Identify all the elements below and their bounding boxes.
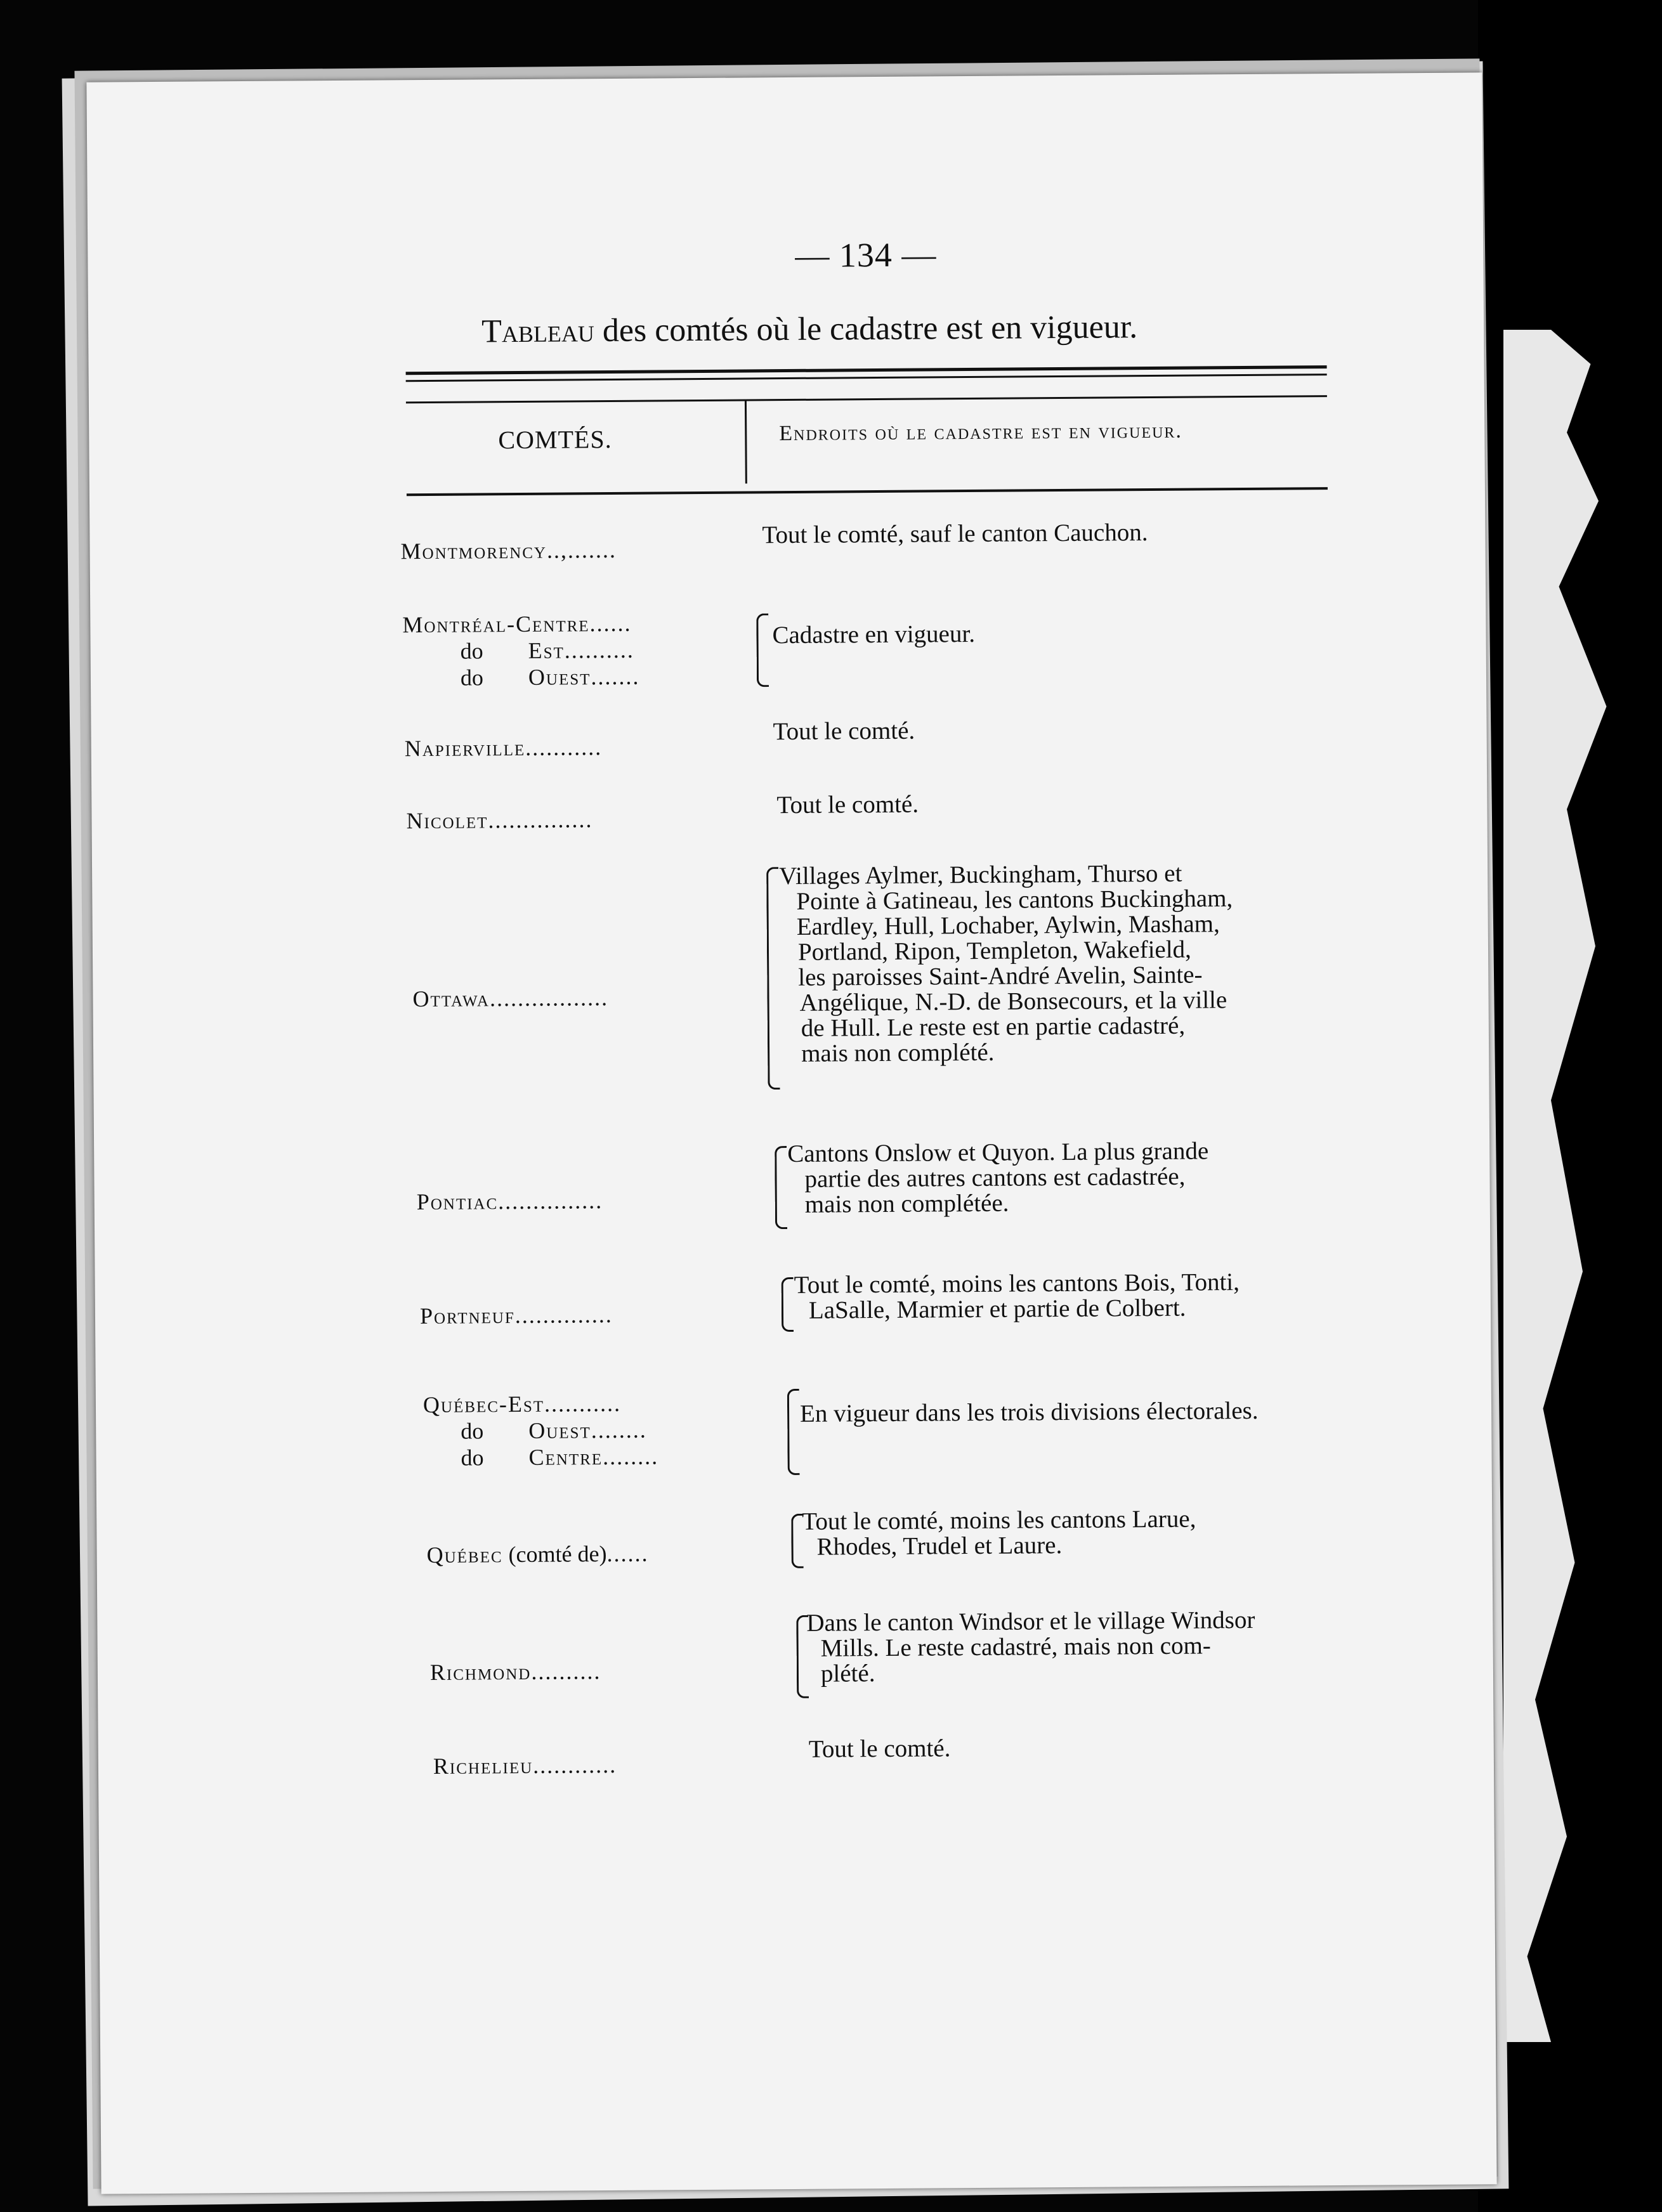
description-line: Villages Aylmer, Buckingham, Thurso et	[779, 859, 1182, 890]
page-title-rest: des comtés où le cadastre est en vigueur.	[594, 309, 1138, 349]
county-montmorency: Montmorency..,.......	[400, 537, 617, 564]
county-portneuf: Portneuf..............	[419, 1301, 613, 1329]
description-line: Tout le comté.	[776, 790, 919, 819]
description-line: LaSalle, Marmier et partie de Colbert.	[808, 1294, 1186, 1324]
column-header-places: Endroits où le cadastre est en vigueur.	[779, 419, 1183, 446]
description-line: Cadastre en vigueur.	[772, 620, 976, 649]
description-line: Dans le canton Windsor et le village Windsor	[806, 1606, 1255, 1637]
description-line: mais non complété.	[801, 1038, 995, 1067]
column-header-counties: COMTÉS.	[498, 424, 612, 455]
description-line: Eardley, Hull, Lochaber, Aylwin, Masham,	[796, 910, 1220, 940]
description-line: Tout le comté, moins les cantons Larue,	[802, 1505, 1196, 1535]
page-title-lead: Tableau	[481, 313, 595, 350]
county-nicolet: Nicolet...............	[406, 807, 593, 834]
county-montreal-est: do Est..........	[460, 637, 634, 664]
county-richelieu: Richelieu............	[433, 1752, 617, 1779]
county-quebec-ouest: do Ouest........	[461, 1417, 647, 1444]
table-rule	[406, 365, 1327, 375]
description-line: Tout le comté, sauf le canton Cauchon.	[762, 519, 1148, 549]
county-quebec-est: Québec-Est...........	[422, 1390, 622, 1418]
county-montreal-centre: Montréal-Centre......	[402, 610, 632, 638]
description-line: Pointe à Gatineau, les cantons Buckingham,	[796, 885, 1233, 915]
page-title	[481, 308, 1137, 350]
county-ottawa: Ottawa.................	[412, 985, 609, 1012]
description-line: plété.	[820, 1660, 875, 1688]
description-line: Tout le comté.	[808, 1734, 951, 1763]
county-napierville: Napierville...........	[404, 734, 603, 762]
description-line: de Hull. Le reste est en partie cadastré,	[801, 1012, 1186, 1042]
county-pontiac: Pontiac...............	[416, 1188, 603, 1215]
description-line: Tout le comté, moins les cantons Bois, Tonti,	[794, 1268, 1240, 1299]
description-line: mais non complétée.	[804, 1189, 1009, 1218]
page-number: — 134 —	[795, 235, 937, 275]
brace-icon	[775, 1146, 787, 1229]
page-sheet	[86, 72, 1496, 2194]
county-montreal-ouest: do Ouest.......	[460, 663, 640, 691]
description-line: Tout le comté.	[773, 717, 915, 746]
brace-icon	[782, 1277, 794, 1332]
column-separator	[745, 401, 747, 483]
county-richmond: Richmond..........	[429, 1658, 601, 1685]
description-line: Cantons Onslow et Quyon. La plus grande	[787, 1137, 1209, 1168]
description-line: Rhodes, Trudel et Laure.	[816, 1532, 1063, 1561]
description-line: Mills. Le reste cadastré, mais non com-	[820, 1632, 1211, 1662]
table-rule	[406, 374, 1327, 382]
brace-icon	[756, 613, 769, 687]
table-rule	[407, 487, 1328, 496]
county-quebec-centre: do Centre........	[461, 1443, 659, 1471]
table-rule	[406, 395, 1327, 403]
brace-icon	[766, 867, 780, 1090]
county-quebec-comte: Québec (comté de)......	[426, 1540, 649, 1568]
description-line: Angélique, N.-D. de Bonsecours, et la ville	[799, 986, 1227, 1017]
description-line: En vigueur dans les trois divisions électorales.	[799, 1396, 1259, 1428]
brace-icon	[787, 1389, 800, 1475]
description-line: les paroisses Saint-André Avelin, Sainte-	[798, 961, 1203, 991]
description-line: Portland, Ripon, Templeton, Wakefield,	[797, 935, 1192, 966]
description-line: partie des autres cantons est cadastrée,	[804, 1162, 1186, 1193]
